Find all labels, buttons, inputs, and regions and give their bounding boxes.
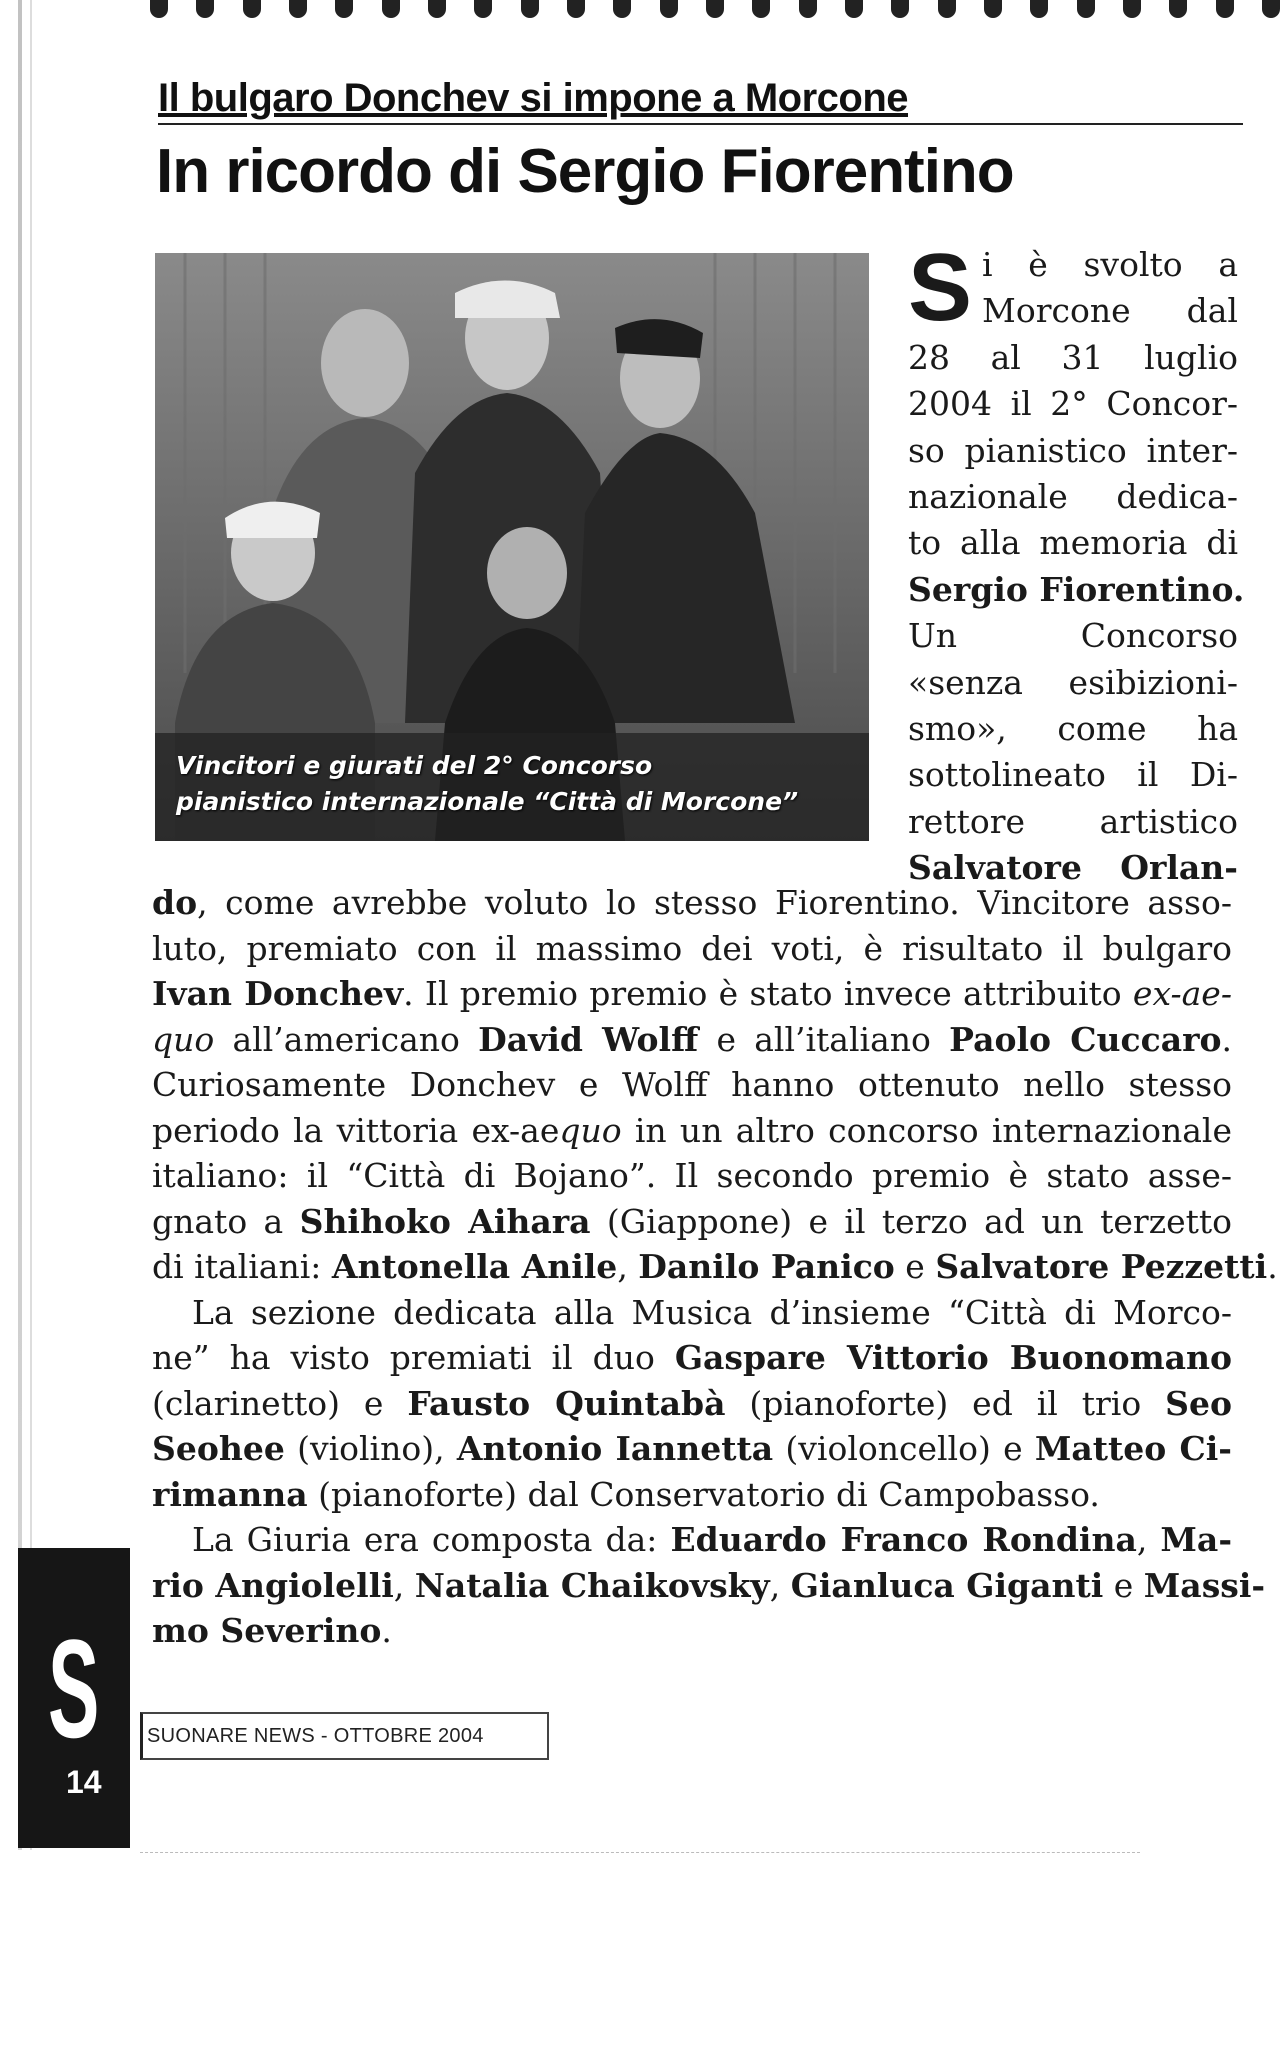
body-line: luto, premiato con il massimo dei voti, è risultato il bulgaro — [152, 928, 1232, 968]
body-line: gnato a Shihoko Aihara (Giappone) e il terzo ad un terzetto — [152, 1201, 1232, 1241]
side-line: so pianistico inter- — [908, 430, 1238, 470]
caption-line-2: pianistico internazionale “Città di Morcone” — [176, 787, 799, 816]
side-line: «senza esibizioni- — [908, 662, 1238, 702]
side-line: to alla memoria di — [908, 523, 1238, 563]
side-line: rettore artistico — [908, 801, 1238, 841]
body-line: La sezione dedicata alla Musica d’insieme “Città di Morco- — [192, 1292, 1232, 1332]
side-line: smo», come ha — [908, 708, 1238, 748]
side-line: 2004 il 2° Concor- — [908, 384, 1238, 424]
article-kicker: Il bulgaro Donchev si impone a Morcone — [158, 76, 1243, 125]
footer-divider — [140, 1852, 1140, 1853]
side-line: 28 al 31 luglio — [908, 337, 1238, 377]
article-side-column — [908, 234, 1245, 891]
side-line: nazionale dedica- — [908, 476, 1238, 516]
body-line: do, come avrebbe voluto lo stesso Fiorentino. Vincitore asso- — [152, 883, 1232, 922]
body-line: Ivan Donchev. Il premio premio è stato invece attribuito ex-ae- — [152, 974, 1232, 1013]
side-line: Sergio Fiorentino. — [908, 569, 1245, 609]
side-line: sottolineato il Di- — [908, 755, 1238, 795]
body-line: ne” ha visto premiati il duo Gaspare Vittorio Buonomano — [152, 1338, 1232, 1377]
body-line: rimanna (pianoforte) dal Conservatorio di Campobasso. — [152, 1474, 1100, 1514]
body-line: mo Severino. — [152, 1611, 392, 1650]
body-line: (clarinetto) e Fausto Quintabà (pianoforte) ed il trio Seo — [152, 1383, 1232, 1423]
body-line: La Giuria era composta da: Eduardo Franco Rondina, Ma- — [192, 1520, 1233, 1559]
article-headline: In ricordo di Sergio Fiorentino — [156, 137, 1014, 206]
body-line: rio Angiolelli, Natalia Chaikovsky, Gianluca Giganti e Massi- — [152, 1565, 1266, 1605]
side-line: Morcone dal — [982, 291, 1238, 331]
spiral-binding — [150, 0, 1280, 26]
section-sidebar — [18, 1548, 130, 1848]
body-line: quo all’americano David Wolff e all’italiano Paolo Cuccaro. — [152, 1019, 1232, 1059]
page-number: 14 — [66, 1764, 102, 1800]
body-line: di italiani: Antonella Anile, Danilo Panico e Salvatore Pezzetti. — [152, 1247, 1278, 1286]
side-line: Salvatore Orlan- — [908, 848, 1238, 888]
photo-caption — [176, 748, 856, 820]
side-line: i è svolto a — [982, 245, 1238, 284]
drop-cap: S — [908, 234, 973, 341]
caption-line-1: Vincitori e giurati del 2° Concorso — [176, 751, 653, 780]
side-line: Un Concorso — [908, 616, 1238, 656]
publication-footer: SUONARE NEWS - OTTOBRE 2004 — [140, 1712, 549, 1760]
article-body — [152, 880, 1278, 1654]
section-letter: S — [48, 1610, 100, 1767]
body-line: Curiosamente Donchev e Wolff hanno ottenuto nello stesso — [152, 1065, 1232, 1104]
body-line: Seohee (violino), Antonio Iannetta (violoncello) e Matteo Ci- — [152, 1429, 1232, 1468]
body-line: periodo la vittoria ex-aequo in un altro concorso internazionale — [152, 1110, 1233, 1150]
body-line: italiano: il “Città di Bojano”. Il secondo premio è stato asse- — [152, 1156, 1232, 1195]
